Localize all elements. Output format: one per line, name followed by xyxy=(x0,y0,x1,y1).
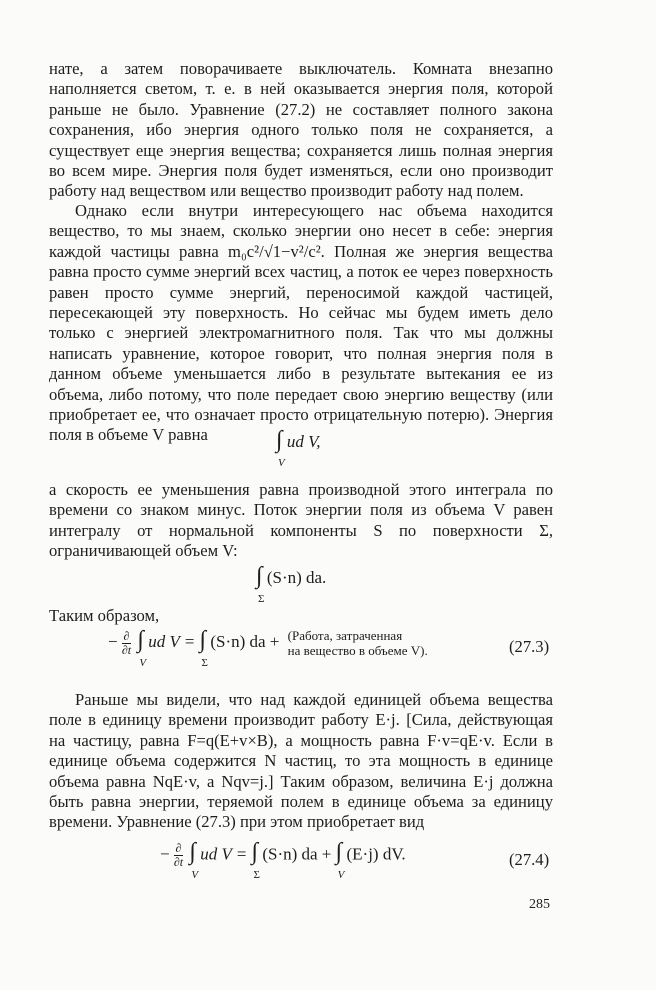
integral-sign: ∫ Σ xyxy=(256,563,263,589)
page-number: 285 xyxy=(529,897,550,912)
work-note: (Работа, затраченная на вещество в объеме V). xyxy=(287,628,428,658)
integral-limit: V xyxy=(337,869,345,882)
formula-body: (S·n) da. xyxy=(266,568,327,587)
formula-right: (S·n) da + xyxy=(210,631,280,651)
integral-limit: Σ xyxy=(201,656,208,669)
equation-number: (27.3) xyxy=(509,637,550,656)
formula-body: ud V, xyxy=(286,432,321,451)
formula-27-4 xyxy=(160,839,406,882)
integral-sign: ∫ V xyxy=(336,839,343,865)
integral-limit: Σ xyxy=(258,593,265,605)
paragraph-2: Однако если внутри интересующего нас объема находится вещество, то мы знаем, сколько энергии оно несет в себе: энергия каждой частицы равна m₀c²/√1−v²/c². Полная же энергия вещества равна просто сумме энергий всех частиц, а поток ее через поверхность равен просто сумме энергий, переносимой каждой частицей, пересекающей эту поверхность. Но сейчас мы будем иметь дело только с энергией электромагнитного поля. Так что мы должны написать уравнение, которое говорит, что полная энергия поля в данном объеме уменьшается либо в результате вытекания ее из объема, либо потому, что поле передает свою энергию веществу (или приобретает ее, что означает просто отрицательную потерю). Энергия поля в объеме V равна xyxy=(49,201,553,445)
integral-sign: ∫ V xyxy=(189,839,196,865)
formula-field-energy xyxy=(276,427,321,469)
paragraph-3: а скорость ее уменьшения равна производной этого интеграла по времени со знаком минус. Поток энергии поля из объема V равен интегралу от нормальной компоненты S по поверхности Σ, ограничивающей объем V: xyxy=(49,480,553,561)
paragraph-4: Таким образом, xyxy=(49,606,160,625)
minus-sign: − xyxy=(160,844,170,864)
formula-work-term: (E·j) dV. xyxy=(346,844,406,864)
integral-limit: Σ xyxy=(253,869,260,882)
formula-left: ud V = xyxy=(148,631,200,651)
integral-limit: V xyxy=(191,869,199,882)
formula-flux xyxy=(256,563,327,605)
formula-flux-term: (S·n) da + xyxy=(262,844,336,864)
formula-27-3 xyxy=(108,626,428,669)
partial-derivative: $\frac{\partial}{\partial t}$ xyxy=(173,841,184,869)
paragraph-1: нате, а затем поворачиваете выключатель. Комната внезапно наполняется светом, т. е. в ней оказывается энергия поля, которой раньше не было. Уравнение (27.2) не составляет полного закона сохранения, ибо энергия одного только поля не сохраняется, а существует еще энергия вещества; сохраняется лишь полная энергия во всем мире. Энергия поля будет изменяться, если оно производит работу над веществом или вещество производит работу над полем. xyxy=(49,59,553,201)
formula-left: ud V = xyxy=(200,844,252,864)
equation-number: (27.4) xyxy=(509,850,550,869)
integral-limit: V xyxy=(278,457,285,469)
integral-sign: ∫ V xyxy=(276,427,283,453)
integral-sign: ∫ Σ xyxy=(252,839,259,865)
integral-limit: V xyxy=(139,656,147,669)
partial-derivative: $\frac{\partial}{\partial t}$ xyxy=(121,628,132,657)
paragraph-5: Раньше мы видели, что над каждой единицей объема вещества поле в единицу времени производит работу E·j. [Сила, действующая на частицу, равна F=q(E+v×B), а мощность равна F·v=qE·v. Если в единице объема содержится N частиц, то эта мощность в единице объема равна NqE·v, а Nqv=j.] Таким образом, величина E·j должна быть равна энергии, теряемой полем в единице объема за единицу времени. Уравнение (27.3) при этом приобретает вид xyxy=(49,690,553,832)
integral-sign: ∫ V xyxy=(137,627,144,653)
integral-sign: ∫ Σ xyxy=(200,627,207,653)
minus-sign: − xyxy=(108,631,118,651)
